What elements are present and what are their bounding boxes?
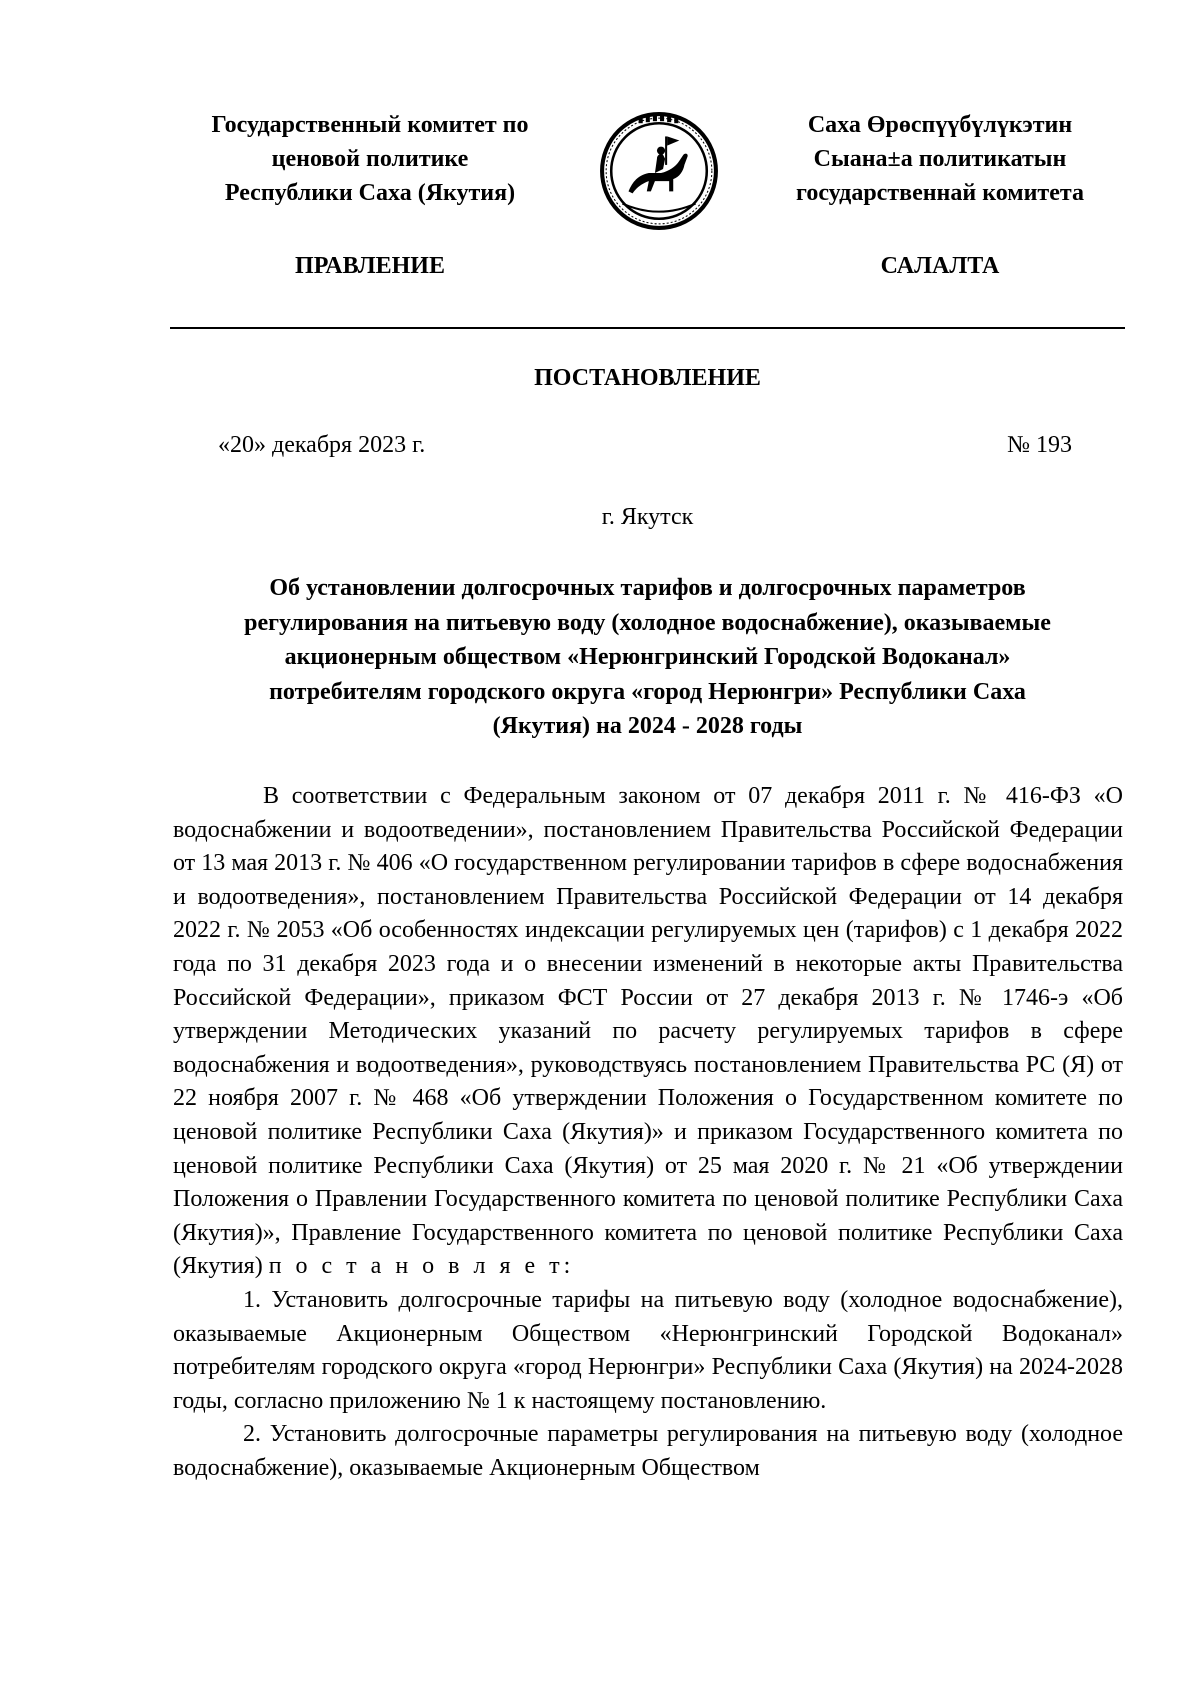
board-label-right: САЛАЛТА [880,253,1000,279]
title-line: потребителям городского округа «город Нерюнгри» Республики Саха [269,678,1026,705]
title-line: акционерным обществом «Нерюнгринский Городской Водоканал» [284,644,1011,670]
header-right-line: государственнай комитета [796,180,1084,206]
document-type: ПОСТАНОВЛЕНИЕ [534,365,761,391]
header-left-line: Государственный комитет по [211,112,529,138]
resolves-text: п о с т а н о в л я е т: [268,1253,575,1280]
header-divider [170,327,1125,329]
title-line: регулирования на питьевую воду (холодное водоснабжение), оказываемые [244,609,1051,636]
document-number: № 193 [1007,432,1072,458]
item-2-paragraph: 2. Установить долгосрочные параметры регулирования на питьевую воду (холодное водоснабжение), оказываемые Акционерным Обществом [173,1421,1123,1481]
header-right-org [755,108,1125,210]
header-right-line: Саха Өрөспүүбүлүкэтин [807,112,1073,138]
document-date: «20» декабря 2023 г. [218,432,426,458]
document-title [190,571,1105,744]
header-left-line: ценовой политике [271,146,469,172]
title-line: (Якутия) на 2024 - 2028 годы [492,713,803,739]
document-city: г. Якутск [601,504,694,530]
item-1-paragraph: 1. Установить долгосрочные тарифы на питьевую воду (холодное водоснабжение), оказываемые Акционерным Обществом «Нерюнгринский Городской Водоканал» потребителям городского округа «город Нерюнгри» Республики Саха (Якутия) на 2024-2028 годы, согласно приложению № 1 к настоящему постановлению. [173,1286,1123,1414]
preamble-paragraph [173,780,1123,1284]
board-label-left: ПРАВЛЕНИЕ [295,253,445,279]
document-body [173,780,1123,1485]
header-right-line: Сыана±а политикатын [813,146,1067,172]
header-left-line: Республики Саха (Якутия) [224,180,516,206]
title-line: Об установлении долгосрочных тарифов и долгосрочных параметров [269,575,1026,601]
header-left-org [175,108,565,210]
preamble-text: В соответствии с Федеральным законом от 07 декабря 2011 г. № 416-ФЗ «О водоснабжении и водоотведении», постановлением Правительства Российской Федерации от 13 мая 2013 г. № 406 «О государственном регулировании тарифов в сфере водоснабжения и водоотведения», постановлением Правительства Российской Федерации от 14 декабря 2022 г. № 2053 «Об особенностях индексации регулируемых цен (тарифов) с 1 декабря 2022 года по 31 декабря 2023 года и о внесении изменений в некоторые акты Правительства Российской Федерации», приказом ФСТ России от 27 декабря 2013 г. № 1746-э «Об утверждении Методических указаний по расчету регулируемых тарифов в сфере водоснабжения и водоотведения», руководствуясь постановлением Правительства РС (Я) от 22 ноября 2007 г. № 468 «Об утверждении Положения о Государственном комитете по ценовой политике Республики Саха (Якутия)» и приказом Государственного комитета по ценовой политике Республики Саха (Якутия) от 25 мая 2020 г. № 21 «Об утверждении Положения о Правлении Государственного комитета по ценовой политике Республики Саха (Якутия)», Правление Государственного комитета по ценовой политике Республики Саха (Якутия) [173,783,1123,1280]
coat-of-arms-icon [598,110,720,232]
